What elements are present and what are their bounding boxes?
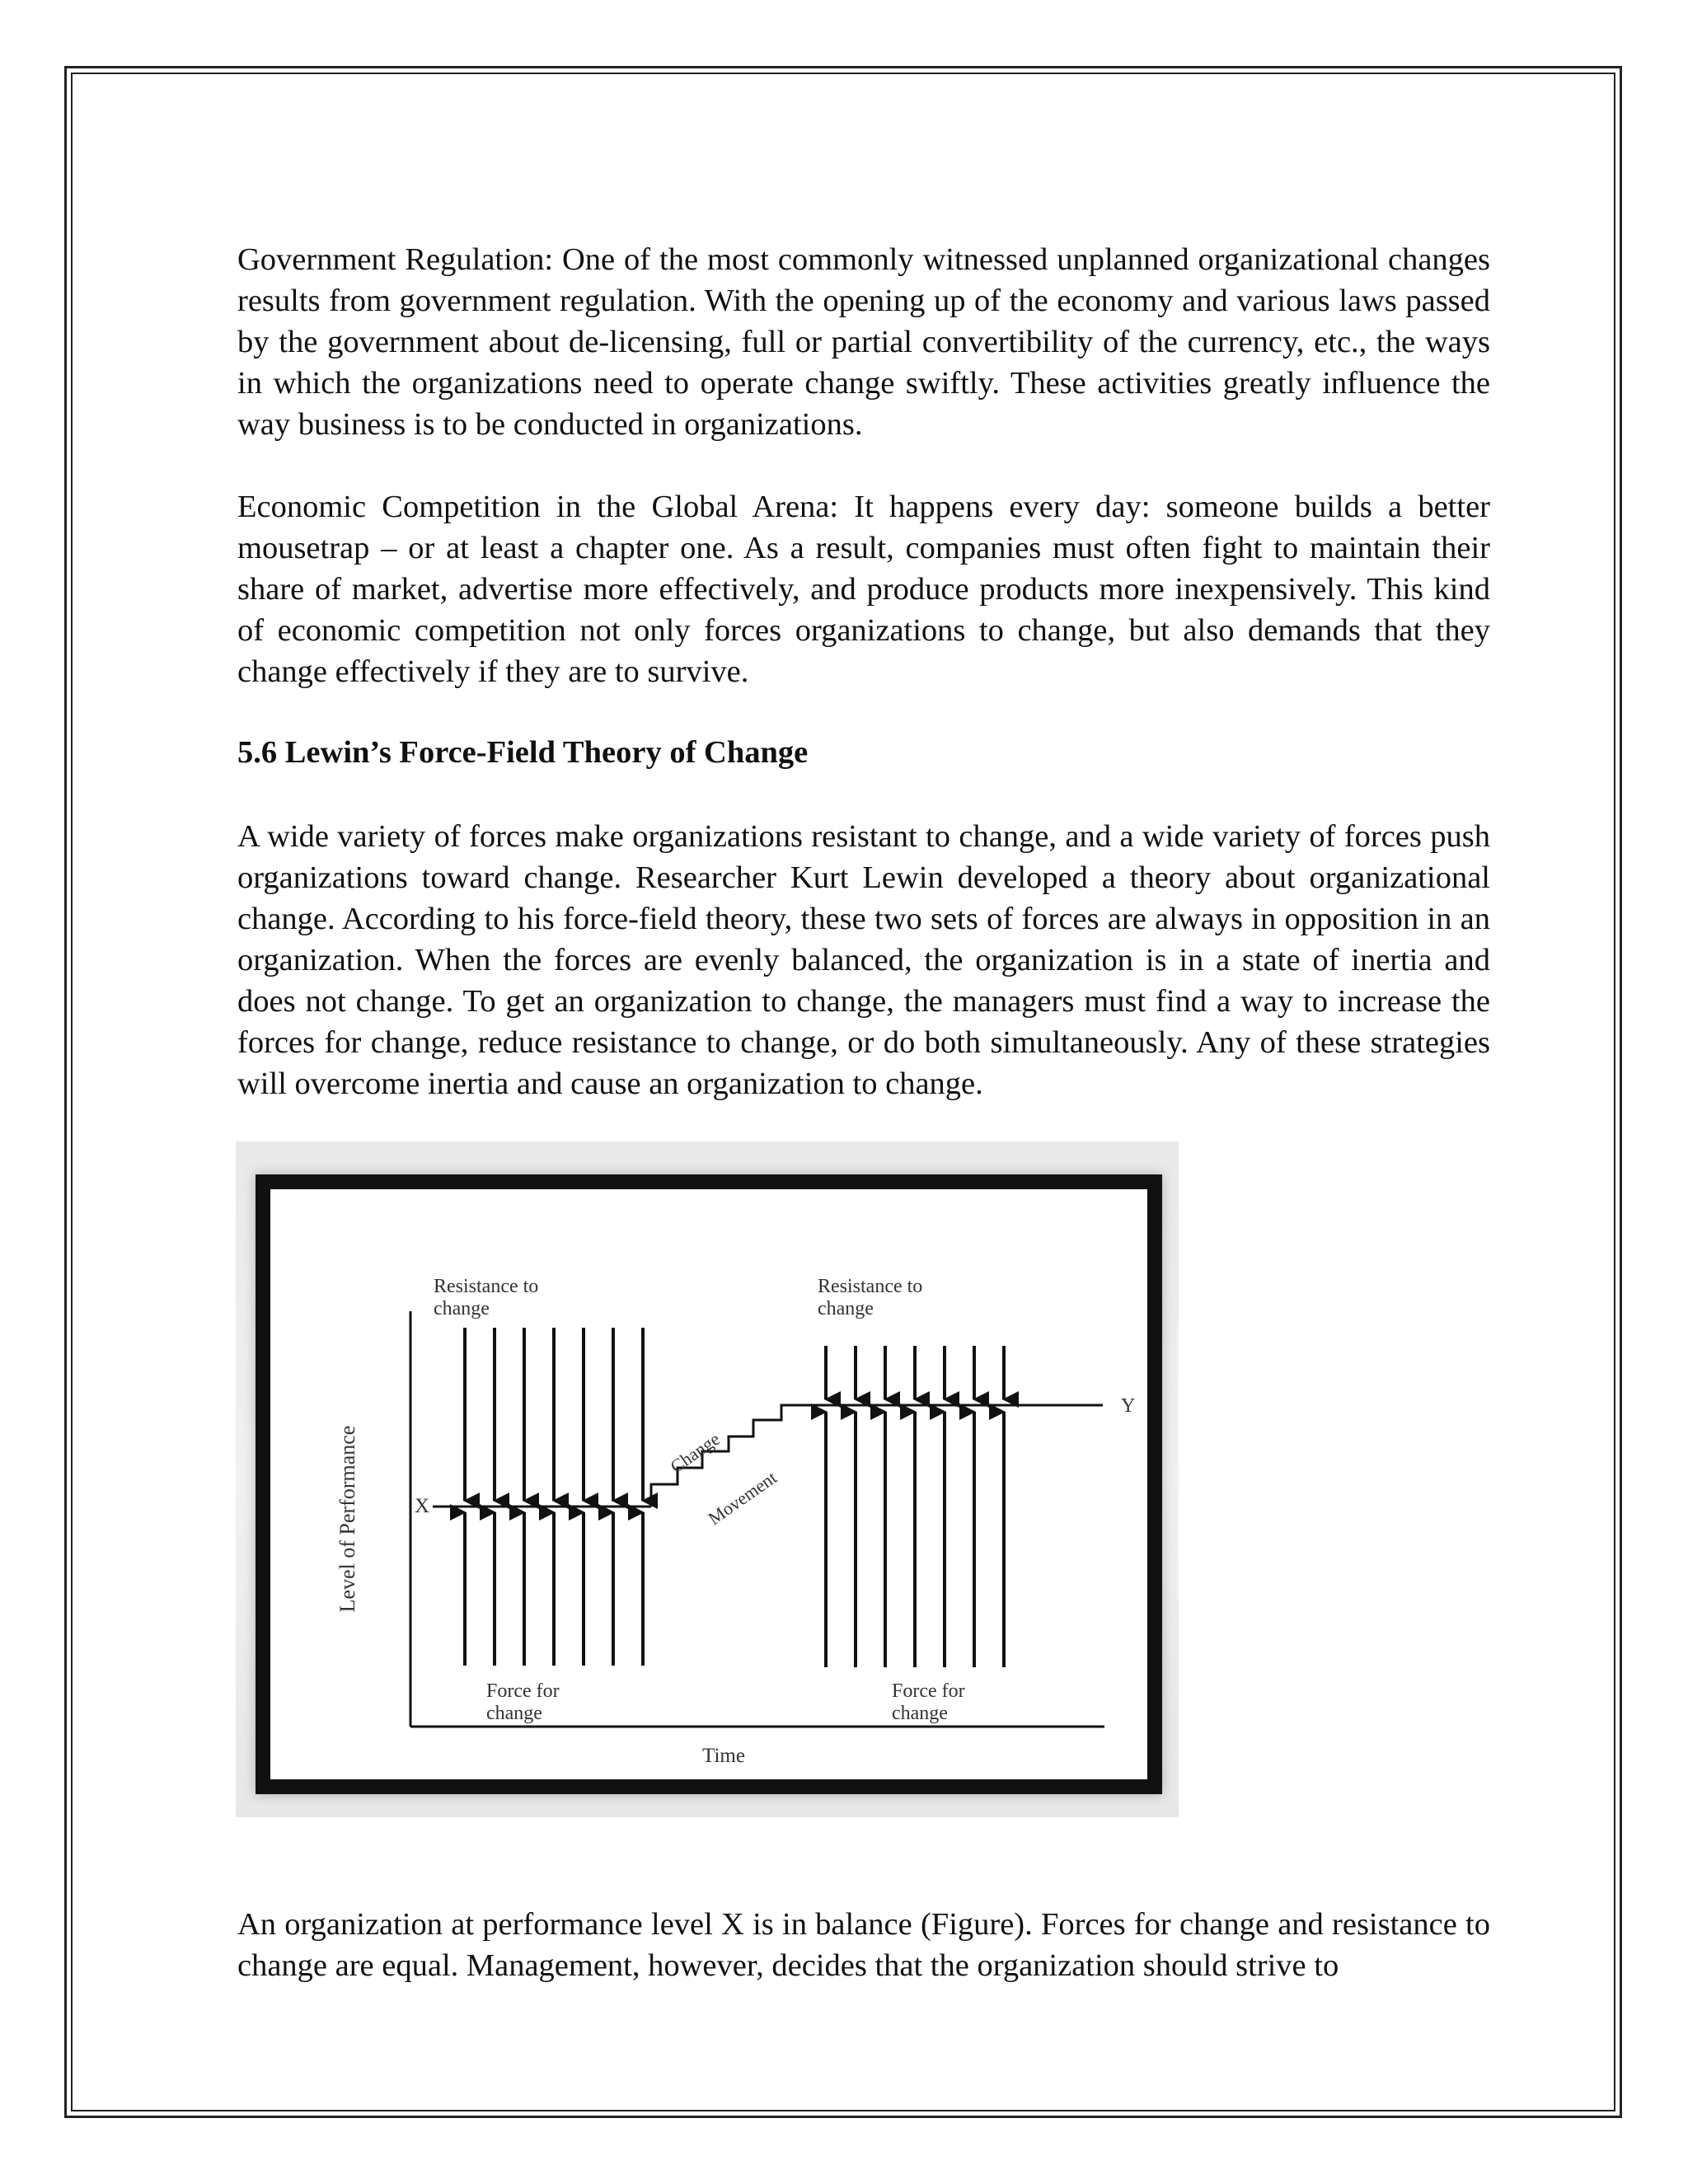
resistance-arrows-left (465, 1328, 643, 1501)
x-axis-label: Time (702, 1745, 745, 1767)
force-field-figure (236, 1141, 1179, 1817)
paragraph-performance-level: An organization at performance level X is in balance (Figure). Forces for change and resistance to change are equal. Management, however, decides that the organization should strive to (237, 1907, 1490, 1983)
force-right-label-line1: Force for (892, 1680, 965, 1702)
force-arrows-left (465, 1512, 643, 1666)
paragraph-government-regulation: Government Regulation: One of the most commonly witnessed unplanned organizational changes results from government regulation. With the opening up of the economy and various laws passed by the government about de-licensing, full or partial convertibility of the currency, etc., the ways in which the organizations need to operate change swiftly. These activities greatly influence the way business is to be conducted in organizations. (237, 242, 1490, 442)
resistance-left-label-line2: change (434, 1298, 490, 1319)
movement-label: Movement (704, 1466, 781, 1530)
y-marker: Y (1121, 1395, 1136, 1417)
resistance-right-label-line1: Resistance to (818, 1276, 923, 1297)
force-field-diagram (270, 1189, 1147, 1779)
resistance-left-label-line1: Resistance to (434, 1276, 539, 1297)
force-left-label-line2: change (486, 1703, 542, 1724)
resistance-right-label-line2: change (818, 1298, 874, 1319)
x-marker: X (415, 1495, 430, 1517)
force-right-label-line2: change (892, 1703, 948, 1724)
section-heading: 5.6 Lewin’s Force-Field Theory of Change (237, 735, 809, 770)
y-axis-label: Level of Performance (335, 1425, 359, 1613)
force-left-label-line1: Force for (486, 1680, 560, 1702)
force-arrows-right (826, 1412, 1004, 1667)
change-label: Change (666, 1428, 724, 1478)
figure-frame (256, 1174, 1162, 1794)
change-staircase (651, 1405, 1103, 1507)
paragraph-economic-competition: Economic Competition in the Global Arena: It happens every day: someone builds a better mousetrap – or at least a chapter one. As a result, companies must often fight to maintain their share of market, advertise more effectively, and produce products more inexpensively. This kind of economic competition not only forces organizations to change, but also demands that they change effectively if they are to survive. (237, 490, 1490, 689)
paragraph-force-field-theory: A wide variety of forces make organizations resistant to change, and a wide variety of forces push organizations toward change. Researcher Kurt Lewin developed a theory about organizational change. According to his force-field theory, these two sets of forces are always in opposition in an organization. When the forces are evenly balanced, the organization is in a state of inertia and does not change. To get an organization to change, the managers must find a way to increase the forces for change, reduce resistance to change, or do both simultaneously. Any of these strategies will overcome inertia and cause an organization to change. (237, 819, 1490, 1101)
resistance-arrows-right (826, 1346, 1004, 1399)
